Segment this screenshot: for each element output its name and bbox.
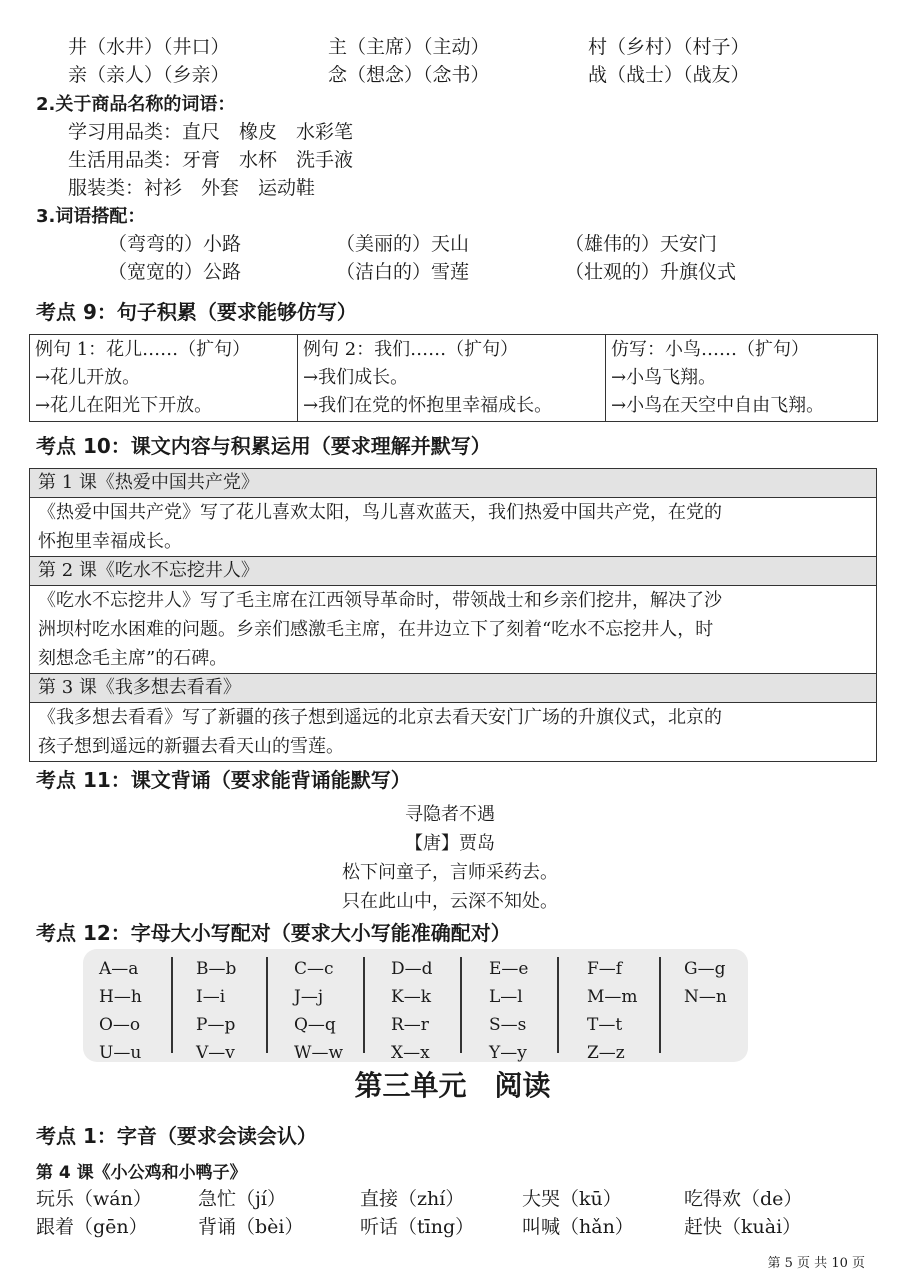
letter-pair: R—r — [391, 1015, 429, 1035]
sentence-3-step1: →小鸟飞翔。 — [611, 367, 717, 388]
kaodian10-heading: 考点 10：课文内容与积累运用（要求理解并默写） — [36, 434, 491, 458]
letter-col-1 — [99, 955, 142, 1067]
collocation-heading: 3.词语搭配： — [36, 206, 146, 227]
letter-pair: C—c — [294, 959, 334, 979]
sentence-3-step2: →小鸟在天空中自由飞翔。 — [611, 395, 825, 416]
pinyin-2-2: 背诵（bèi） — [198, 1216, 304, 1238]
letter-pair: U—u — [99, 1043, 142, 1063]
letter-pair: S—s — [489, 1015, 527, 1035]
letter-pair: E—e — [489, 959, 529, 979]
lesson-3-line-1: 《我多想去看看》写了新疆的孩子想到遥远的北京去看天安门广场的升旗仪式，北京的 — [38, 707, 722, 728]
sentence-1-title: 例句 1：花儿……（扩句） — [35, 339, 251, 360]
pinyin-1-3: 直接（zhí） — [360, 1188, 465, 1210]
lesson-2-line-3: 刻想念毛主席”的石碑。 — [38, 648, 228, 669]
letter-pair: Y—y — [489, 1043, 527, 1063]
sentence-2-title: 例句 2：我们……（扩句） — [303, 339, 519, 360]
pinyin-2-5: 赶快（kuài） — [684, 1216, 802, 1238]
lesson-1-body — [30, 498, 876, 557]
divider — [171, 957, 173, 1053]
letter-pair: N—n — [684, 987, 727, 1007]
unit-title: 第三单元 阅读 — [354, 1069, 551, 1102]
kaodian12-heading: 考点 12：字母大小写配对（要求大小写能准确配对） — [36, 921, 511, 945]
lesson-1-title: 第 1 课《热爱中国共产党》 — [30, 469, 876, 498]
letter-col-3 — [294, 955, 343, 1067]
letter-pair: I—i — [196, 987, 226, 1007]
letter-pair: P—p — [196, 1015, 236, 1035]
poem-title: 寻隐者不遇 — [405, 804, 495, 825]
pinyin-1-2: 急忙（jí） — [198, 1188, 286, 1210]
letter-pair: M—m — [587, 987, 638, 1007]
word-group-1-1: 井（水井）（井口） — [68, 36, 230, 58]
collocation-1-2: （美丽的）天山 — [336, 233, 470, 255]
poem-line-1: 松下问童子，言师采药去。 — [342, 862, 558, 883]
sentence-cell-3 — [606, 335, 878, 422]
goods-line-3: 服装类：衬衫 外套 运动鞋 — [68, 177, 316, 199]
poem-line-2: 只在此山中，云深不知处。 — [342, 891, 558, 912]
letter-col-7 — [684, 955, 727, 1011]
lesson4-heading: 第 4 课《小公鸡和小鸭子》 — [36, 1163, 247, 1183]
lesson-3-body — [30, 703, 876, 761]
sentence-2-step1: →我们成长。 — [303, 367, 409, 388]
poem-author: 【唐】贾岛 — [405, 833, 495, 854]
collocation-2-1: （宽宽的）公路 — [108, 261, 242, 283]
letter-pair: J—j — [294, 987, 324, 1007]
letter-col-6 — [587, 955, 638, 1067]
pinyin-2-3: 听话（tīng） — [360, 1216, 475, 1238]
word-group-2-1: 亲（亲人）（乡亲） — [68, 64, 230, 86]
kaodian9-heading: 考点 9：句子积累（要求能够仿写） — [36, 300, 357, 324]
word-group-2-3: 战（战士）（战友） — [588, 64, 750, 86]
lesson-2-body — [30, 586, 876, 674]
lesson-3-line-2: 孩子想到遥远的新疆去看天山的雪莲。 — [38, 736, 344, 757]
letter-pair: Z—z — [587, 1043, 625, 1063]
word-group-1-3: 村（乡村）（村子） — [588, 36, 750, 58]
lesson-1-line-1: 《热爱中国共产党》写了花儿喜欢太阳，鸟儿喜欢蓝天，我们热爱中国共产党，在党的 — [38, 502, 722, 523]
sentence-cell-1 — [30, 335, 298, 422]
letter-pair: W—w — [294, 1043, 344, 1063]
collocation-2-3: （壮观的）升旗仪式 — [565, 261, 737, 283]
letter-pair: F—f — [587, 959, 623, 979]
divider — [363, 957, 365, 1053]
letter-pair: V—v — [196, 1043, 235, 1063]
collocation-1-3: （雄伟的）天安门 — [565, 233, 718, 255]
letter-pair: K—k — [391, 987, 432, 1007]
letter-pair: D—d — [391, 959, 433, 979]
letter-pair: B—b — [196, 959, 237, 979]
page-footer: 第 5 页 共 10 页 — [767, 1256, 865, 1271]
divider — [266, 957, 268, 1053]
letter-pair: H—h — [99, 987, 142, 1007]
lesson-2-title: 第 2 课《吃水不忘挖井人》 — [30, 557, 876, 586]
sentence-1-step2: →花儿在阳光下开放。 — [35, 395, 213, 416]
letter-col-4 — [391, 955, 433, 1067]
pinyin-1-4: 大哭（kū） — [522, 1188, 622, 1210]
letter-pair: O—o — [99, 1015, 141, 1035]
word-group-2-2: 念（想念）（念书） — [328, 64, 490, 86]
letter-pair: L—l — [489, 987, 523, 1007]
letter-col-5 — [489, 955, 528, 1067]
letter-pair: G—g — [684, 959, 726, 979]
letter-pair: X—x — [391, 1043, 430, 1063]
pinyin-2-4: 叫喊（hǎn） — [522, 1216, 634, 1238]
goods-line-2: 生活用品类：牙膏 水杯 洗手液 — [68, 149, 354, 171]
sentence-1-step1: →花儿开放。 — [35, 367, 141, 388]
goods-heading: 2.关于商品名称的词语： — [36, 94, 236, 115]
lesson-table — [29, 468, 877, 762]
lesson-3-title: 第 3 课《我多想去看看》 — [30, 674, 876, 703]
letter-pair: T—t — [587, 1015, 623, 1035]
letter-pair: A—a — [99, 959, 139, 979]
goods-line-1: 学习用品类：直尺 橡皮 水彩笔 — [68, 121, 354, 143]
sentence-3-title: 仿写：小鸟……（扩句） — [611, 339, 809, 360]
word-group-1-2: 主（主席）（主动） — [328, 36, 490, 58]
collocation-1-1: （弯弯的）小路 — [108, 233, 242, 255]
letter-col-2 — [196, 955, 236, 1067]
pinyin-2-1: 跟着（gēn） — [36, 1216, 148, 1238]
unit3-kaodian1-heading: 考点 1：字音（要求会读会认） — [36, 1124, 317, 1148]
sentence-table — [29, 334, 878, 422]
pinyin-1-5: 吃得欢（de） — [684, 1188, 803, 1210]
lesson-2-line-2: 洲坝村吃水困难的问题。乡亲们感激毛主席，在井边立下了刻着“吃水不忘挖井人，时 — [38, 619, 714, 640]
divider — [460, 957, 462, 1053]
lesson-1-line-2: 怀抱里幸福成长。 — [38, 531, 182, 552]
divider — [557, 957, 559, 1053]
collocation-2-2: （洁白的）雪莲 — [336, 261, 470, 283]
divider — [659, 957, 661, 1053]
pinyin-1-1: 玩乐（wán） — [36, 1188, 152, 1210]
kaodian11-heading: 考点 11：课文背诵（要求能背诵能默写） — [36, 768, 411, 792]
sentence-cell-2 — [298, 335, 606, 422]
letter-pair: Q—q — [294, 1015, 336, 1035]
letter-pairs-box — [83, 949, 748, 1062]
lesson-2-line-1: 《吃水不忘挖井人》写了毛主席在江西领导革命时，带领战士和乡亲们挖井，解决了沙 — [38, 590, 722, 611]
sentence-2-step2: →我们在党的怀抱里幸福成长。 — [303, 395, 553, 416]
